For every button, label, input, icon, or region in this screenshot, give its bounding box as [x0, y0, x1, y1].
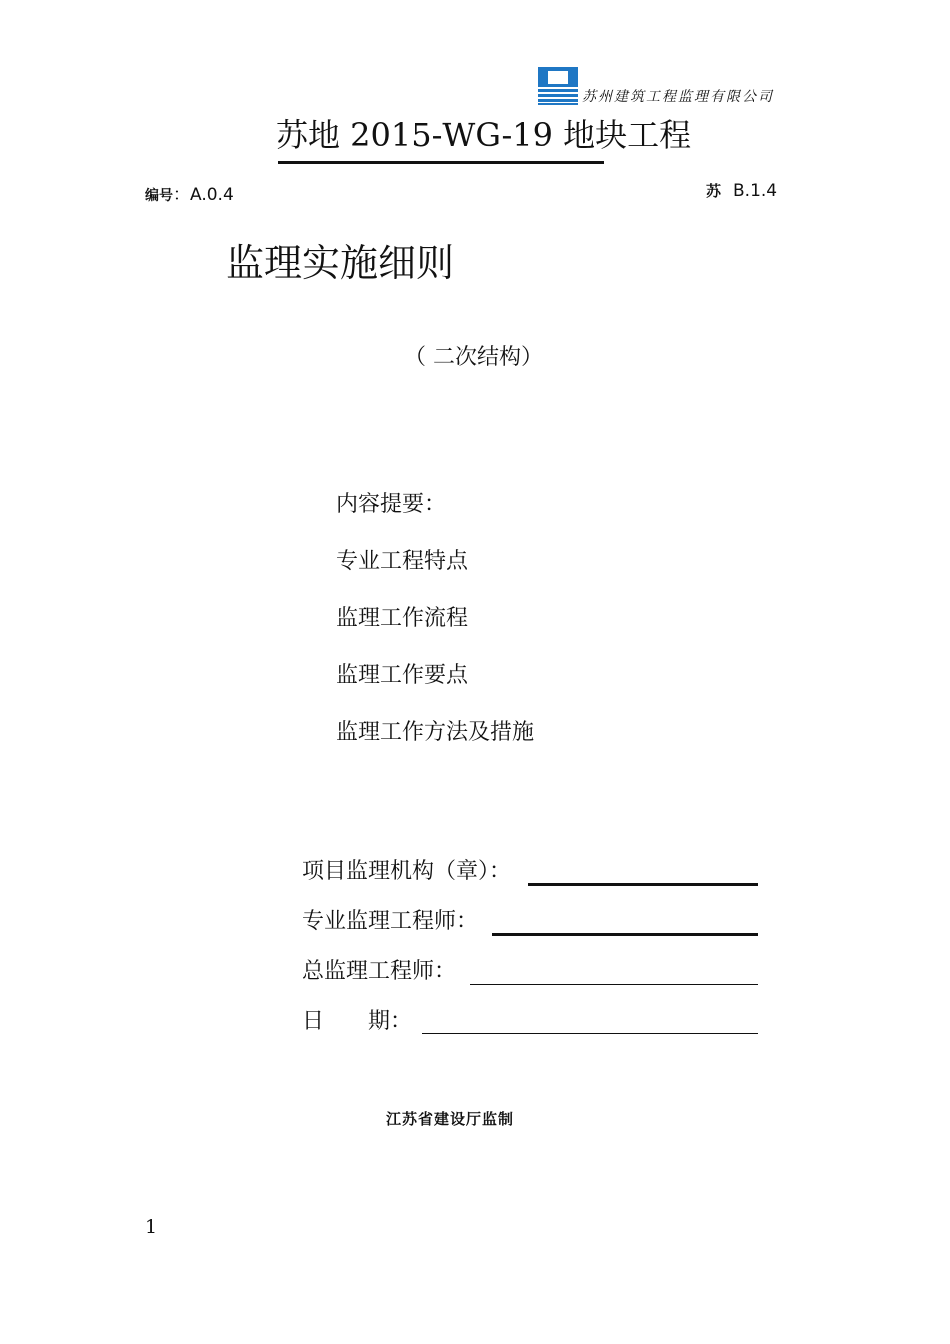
form-code-label: 苏 [706, 182, 722, 200]
form-code-value: B.1.4 [733, 181, 778, 201]
signature-line[interactable] [492, 933, 758, 936]
signature-label: 日 期： [302, 1009, 413, 1034]
signature-block [302, 852, 762, 1052]
summary-item: 监理工作方法及措施 [336, 720, 535, 745]
form-code [706, 180, 777, 201]
document-code [145, 180, 234, 205]
summary-item: 专业工程特点 [336, 549, 469, 574]
summary-item: 监理工作流程 [336, 606, 469, 631]
signature-label: 项目监理机构（章）： [302, 859, 512, 884]
signature-row-engineer [302, 902, 762, 952]
date-line[interactable] [422, 1033, 758, 1034]
signature-label: 专业监理工程师： [302, 909, 479, 934]
title-underline [278, 161, 604, 164]
content-summary [336, 490, 534, 775]
summary-item: 监理工作要点 [336, 663, 469, 688]
document-title: 监理实施细则 [226, 241, 455, 285]
signature-label: 总监理工程师： [302, 959, 457, 984]
issuer-footer: 江苏省建设厅监制 [386, 1110, 515, 1128]
code-value: ：A.0.4 [173, 185, 234, 205]
code-label: 编号 [145, 188, 173, 204]
signature-row-agency [302, 852, 762, 902]
signature-line[interactable] [470, 984, 758, 985]
page-number: 1 [145, 1216, 158, 1238]
summary-heading: 内容提要： [336, 492, 447, 517]
company-name: 苏州建筑工程监理有限公司 [582, 89, 774, 105]
project-title: 苏地 2015-WG-19 地块工程 [276, 116, 692, 154]
signature-row-chief [302, 952, 762, 1002]
signature-row-date [302, 1002, 762, 1052]
building-logo-icon [538, 67, 578, 105]
signature-line[interactable] [528, 883, 758, 886]
document-subtitle: （ 二次结构） [404, 345, 543, 370]
